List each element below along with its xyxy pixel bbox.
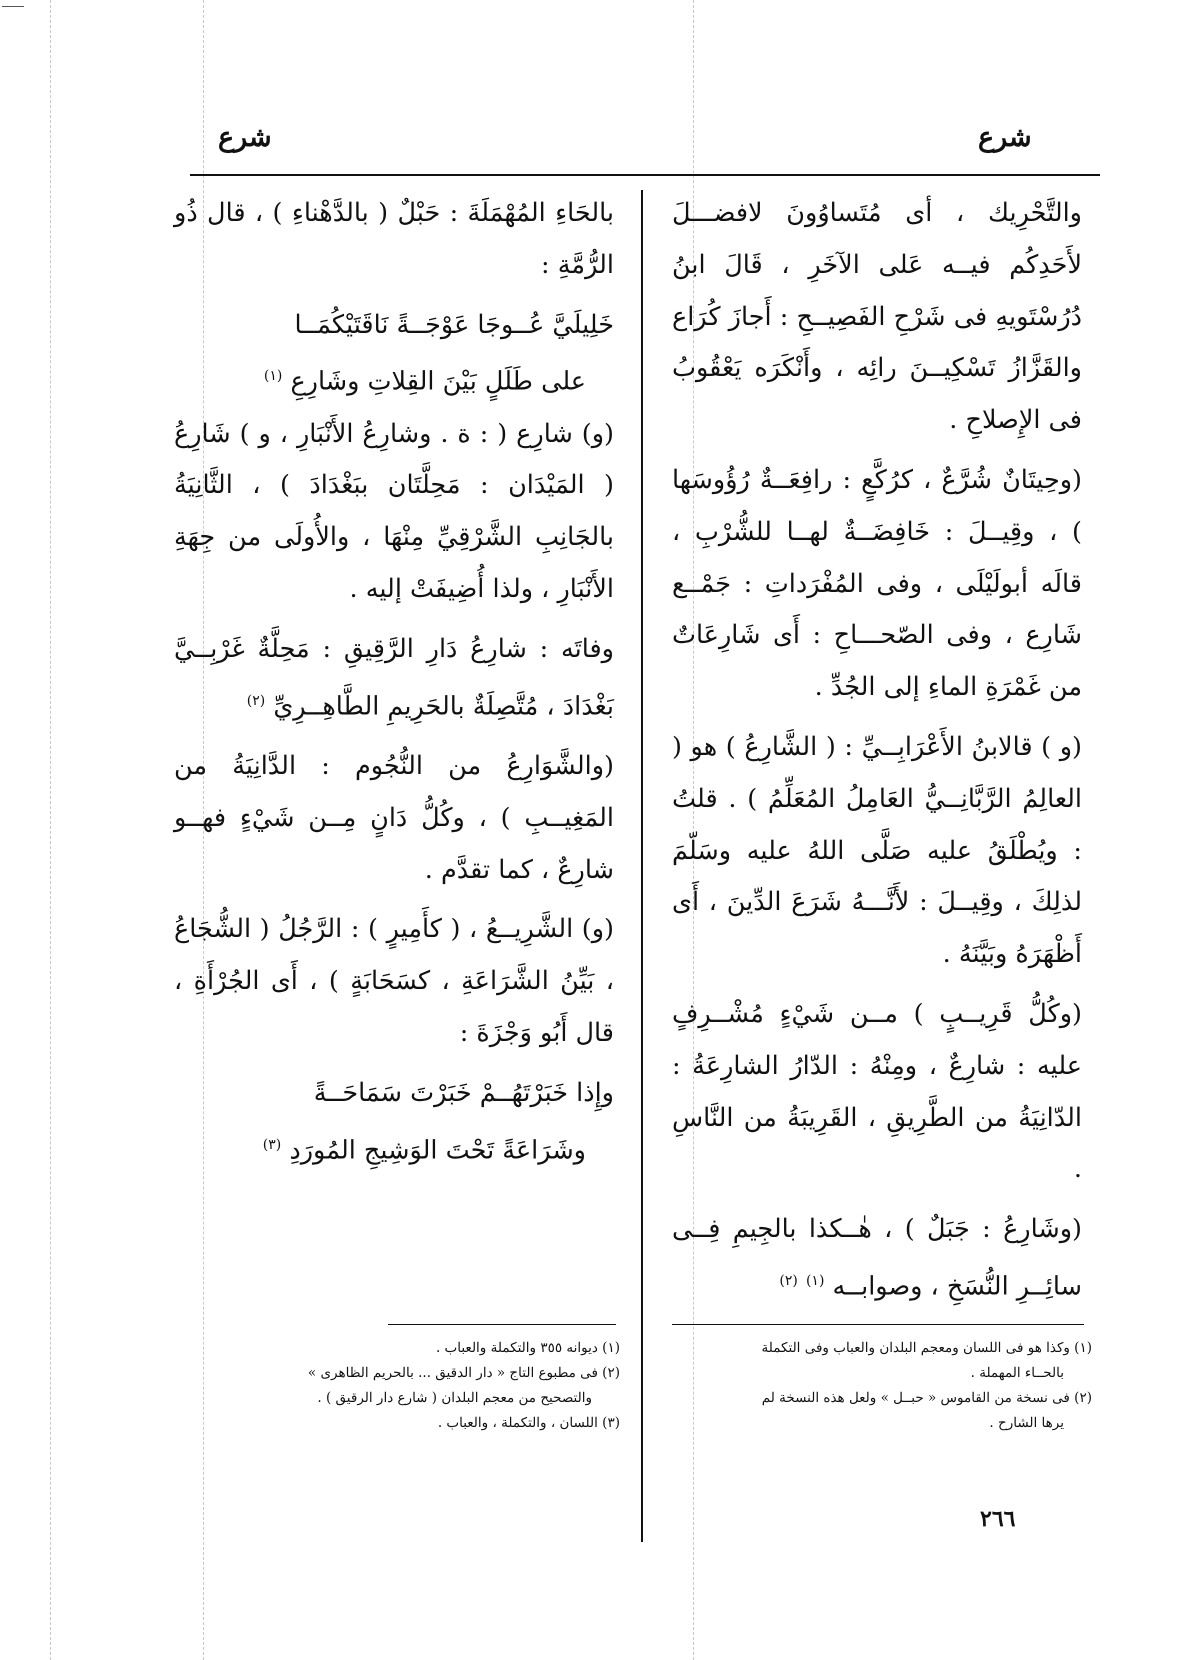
footnote-line: (١) ديوانه ٣٥٥ والتكملة والعباب .	[435, 1340, 620, 1356]
entry-paragraph	[174, 624, 614, 733]
entry-paragraph: والتَّحْرِيك ، أى مُتَساوُونَ لافضـــلَ لأَحَدِكُم فيــه عَلى الآخَرِ ، قَالَ ابنُ دُرُسْتَويهِ فى شَرْحِ الفَصِيــحِ : أَجازَ كُرَاع والقَزَّازُ تَسْكِيــنَ رائِه ، وأَنْكَرَه يَعْقُوبُ فى الإِصلاحِ .	[672, 198, 1082, 436]
entry-paragraph: (و) شارِع ( : ة . وشارِعُ الأَنْبَارِ ، و ) شَارِعُ ( المَيْدَان : مَحِلَّتَان ببَغْدَادَ ) ، الثَّانِيَةُ بالجَانِبِ الشَّرْقِيِّ مِنْهَا ، والأُولَى من جِهَةِ الأَنْبَارِ ، ولذا أُضِيفَتْ إليه .	[174, 418, 614, 605]
footnotes-left	[300, 1336, 620, 1436]
entry-paragraph: (و) الشَّرِيــعُ ، ( كأَمِيرٍ ) : الرَّجُلُ ( الشُّجَاعُ ، بَيِّنُ الشَّرَاعَةِ ، كسَحَابَةٍ ) ، أَى الجُرْأَةِ ، قال أَبُو وَجْزَةَ :	[174, 914, 614, 1048]
footnote-marker: (١)	[805, 1272, 825, 1289]
footnote-marker: (٢)	[246, 692, 266, 709]
footnotes-right	[664, 1336, 1092, 1436]
footnote-line: (٢) فى مطبوع التاج « دار الدقيق ... بالحريم الظاهرى »	[307, 1365, 620, 1381]
footnote-line: (١) وكذا هو فى اللسان ومعجم البلدان والعباب وفى التكملة	[761, 1340, 1092, 1356]
footnote-rule	[672, 1324, 1084, 1325]
footnote-marker: (٢)	[779, 1272, 798, 1289]
entry-paragraph	[672, 1204, 1082, 1313]
footnote-line: يرها الشارح .	[989, 1415, 1064, 1431]
entry-paragraph-text: وفاتَه : شارِعُ دَارِ الرَّقِيقِ : مَحِلَّةٌ غَرْبِــيَّ بَغْدَادَ ، مُتَّصِلَةٌ بالحَرِيمِ الطَّاهِــرِيِّ	[174, 633, 614, 722]
running-header-left: شرع	[218, 122, 272, 153]
entry-paragraph: (والشَّوَارِعُ من النُّجُوم : الدَّانِيَةُ من المَغِيــبِ ) ، وكُلُّ دَانٍ مِــن شَيْءٍ فهــو شارِعٌ ، كما تقدَّم .	[174, 750, 614, 885]
footnote-line: والتصحيح من معجم البلدان ( شارع دار الرقيق ) .	[317, 1390, 592, 1406]
footnote-marker: (٣)	[262, 1136, 282, 1153]
footnote-line: بالحــاء المهملة .	[970, 1365, 1064, 1381]
poetry-verse-line	[174, 351, 614, 408]
footnote-line: (٣) اللسان ، والتكملة ، والعباب .	[437, 1415, 620, 1431]
entry-paragraph: (وكُلُّ قَرِيــبٍ ) مــن شَيْءٍ مُشْــرِفٍ عليه : شارِعٌ ، ومِنْهُ : الدّارُ الشارِعَةُ : الدّانِيَةُ من الطَّرِيقِ ، القَرِيبَةُ من النَّاسِ .	[672, 998, 1082, 1185]
poetry-verse-text: وشَرَاعَةً تَحْتَ الوَشِيجِ المُورَدِ	[289, 1135, 586, 1166]
page-number: ٢٦٦	[980, 1506, 1016, 1532]
right-column	[672, 188, 1082, 1321]
entry-paragraph: (وحِيتَانٌ شُرَّعٌ ، كرُكَّعٍ : رافِعَــةٌ رُؤُوسَها ) ، وقِيــلَ : خَافِضَــةٌ لهــا للشُّرْبِ ، قالَه أبولَيْلَى ، وفى المُفْرَداتِ : جَمْــع شَارِع ، وفى الصّحـــاحِ : أَى شَارِعَاتٌ من غَمْرَةِ الماءِ إلى الجُدِّ .	[672, 464, 1082, 703]
left-column	[174, 188, 614, 1177]
poetry-verse-text: على طَلَلٍ بَيْنَ القِلاتِ وشَارِعِ	[290, 366, 586, 397]
scan-corner-mark	[2, 6, 24, 7]
footnote-line: (٢) فى نسخة من القاموس « حبــل » ولعل هذه النسخة لم	[761, 1390, 1092, 1406]
running-header-right: شرع	[978, 122, 1032, 153]
entry-paragraph: بالحَاءِ المُهْمَلَةَ : حَبْلٌ ( بالدَّهْناءِ ) ، قال ذُو الرُّمَّةِ :	[174, 198, 614, 280]
scan-edge-line	[50, 0, 51, 1660]
column-divider	[641, 190, 643, 1542]
header-rule	[190, 174, 1100, 176]
poetry-verse-line	[174, 1120, 614, 1177]
entry-paragraph-text: (وشَارِعُ : جَبَلٌ ) ، هٰــكذا بالجِيمِ فِــى سائِــرِ النُّسَخِ ، وصوابــه	[672, 1214, 1082, 1302]
entry-paragraph: (و ) قالابنُ الأَعْرَابِــيِّ : ( الشَّارِعُ ) هو ( العالِمُ الرَّبَّانِــيُّ العَامِلُ المُعَلِّمُ ) . قلتُ : ويُطْلَقُ عليه صَلَّى اللهُ عليه وسَلّمَ لذلِكَ ، وقِيــلَ : لأَنَّـــهُ شَرَعَ الدِّينَ ، أَى أَظْهَرَهُ وبَيَّنَهُ .	[672, 731, 1082, 970]
footnote-marker: (١)	[263, 368, 283, 385]
footnote-rule	[388, 1324, 616, 1325]
poetry-verse-line: خَلِيلَيَّ عُــوجَا عَوْجَــةً نَاقَتَيْكُمَــا	[294, 309, 614, 340]
poetry-verse-line: وإِذا خَبَرْتَهُــمْ خَبَرْتَ سَمَاحَــةً	[313, 1077, 614, 1108]
